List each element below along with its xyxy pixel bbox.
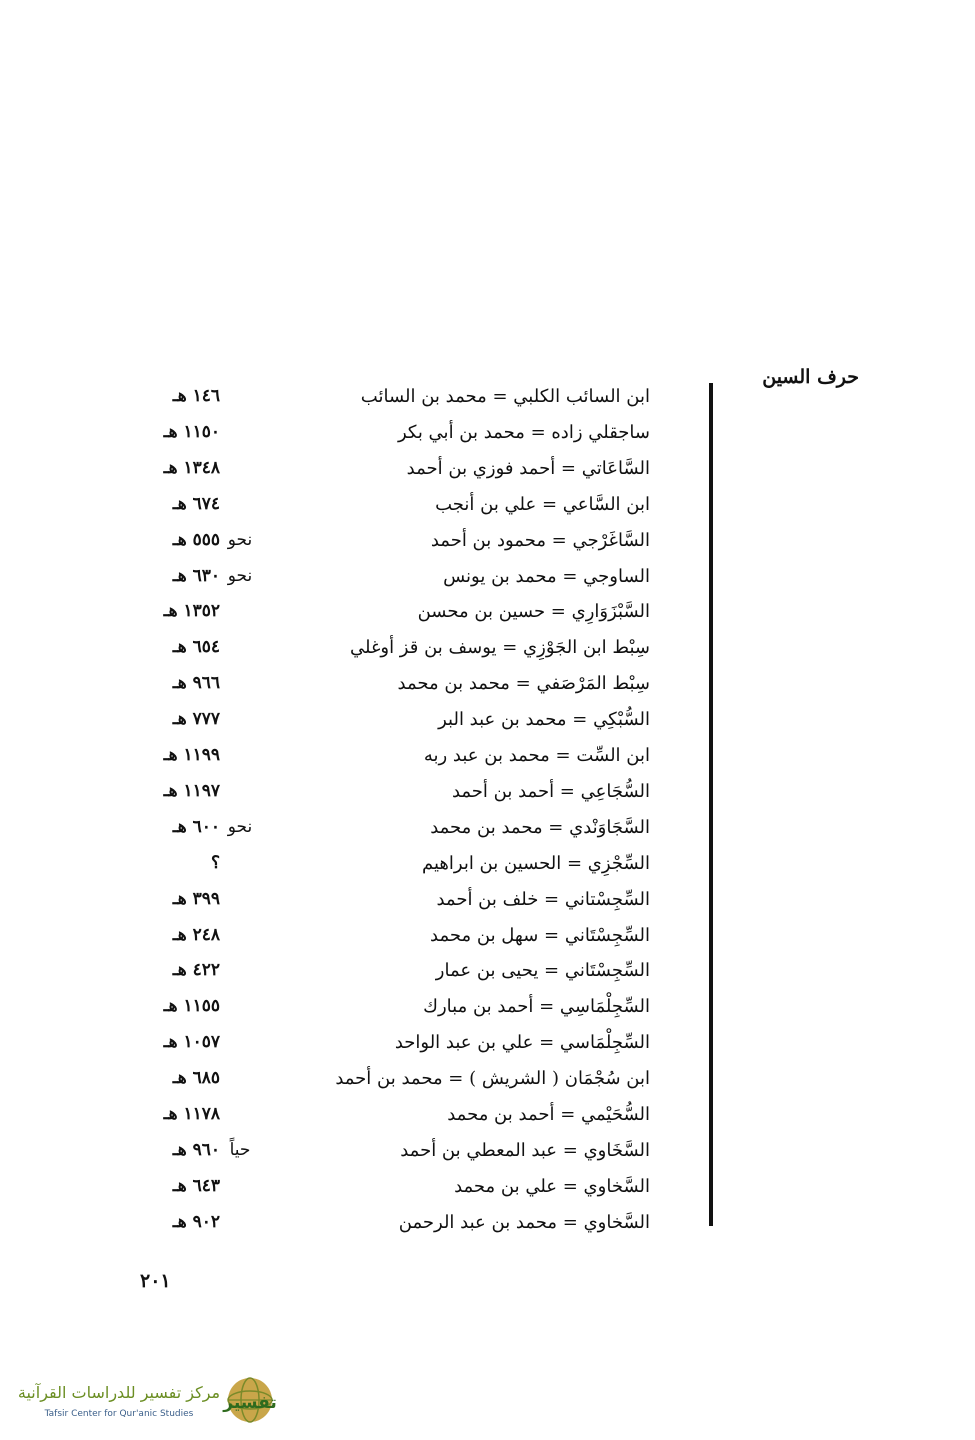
- entry-name: سِبْط ابن الجَوْزِي = يوسف بن قز أوغلي: [350, 637, 650, 659]
- entry-death-date: ٦٧٤ هـ: [172, 493, 220, 514]
- entry-name: السَّاعَاتي = أحمد فوزي بن أحمد: [406, 457, 650, 479]
- entry-name: الساوجي = محمد بن يونس: [443, 565, 650, 587]
- entry-name: السُّبْكِي = محمد بن عبد البر: [438, 709, 650, 731]
- tafsir-center-logo: [14, 1374, 289, 1426]
- section-heading: حرف السين: [762, 366, 859, 388]
- entry-death-date: ١١٥٠ هـ: [163, 421, 220, 442]
- entry-row: [130, 885, 650, 919]
- entry-row: [130, 418, 650, 452]
- entry-row: [130, 992, 650, 1026]
- entry-name: السُّحَيْمي = أحمد بن محمد: [447, 1104, 650, 1125]
- entry-row: [130, 1208, 650, 1242]
- entry-name: السَّخاوي = محمد بن عبد الرحمن: [398, 1211, 650, 1233]
- entry-death-date: ٦٠٠ هـ: [172, 816, 220, 837]
- entry-name: ابن السِّت = محمد بن عبد ربه: [423, 745, 650, 766]
- entry-row: [130, 813, 650, 847]
- entry-death-date: ١٠٥٧ هـ: [163, 1032, 220, 1053]
- entry-death-date: ١٤٦ هـ: [172, 386, 220, 406]
- entry-name: ابن السائب الكلبي = محمد بن السائب: [360, 386, 650, 407]
- entry-row: [130, 741, 650, 775]
- entry-death-date: ٩٠٢ هـ: [172, 1211, 220, 1232]
- entry-name: السَّخاوي = علي بن محمد: [454, 1175, 650, 1197]
- entry-row: [130, 777, 650, 811]
- entry-row: [130, 849, 650, 883]
- column-divider: [709, 383, 713, 1226]
- entry-name: ساجقلي زاده = محمد بن أبي بكر: [397, 421, 650, 443]
- entry-name: السَّجَاوَنْدي = محمد بن محمد: [430, 816, 650, 838]
- entry-row: [130, 1028, 650, 1062]
- logo-arabic-name: مركز تفسير للدراسات القرآنية: [17, 1383, 221, 1402]
- entry-row: [130, 669, 650, 703]
- entry-name: السِّجِلْمَاسِي = أحمد بن مبارك: [423, 996, 650, 1018]
- entry-row: [130, 921, 650, 955]
- logo-graphic: [14, 1374, 289, 1426]
- entry-row: [130, 490, 650, 524]
- entry-row: [130, 454, 650, 488]
- entry-name: سِبْط المَرْصَفي = محمد بن محمد: [397, 673, 650, 695]
- entry-date-qualifier: نحو: [227, 565, 253, 586]
- entry-death-date: ١١٧٨ هـ: [163, 1104, 220, 1124]
- entry-death-date: ١١٩٩ هـ: [163, 745, 220, 765]
- entry-death-date: ٤٢٢ هـ: [172, 960, 220, 981]
- entry-death-date: ٦٣٠ هـ: [172, 565, 220, 586]
- entry-name: السُّجَاعِي = أحمد بن أحمد: [451, 780, 650, 802]
- logo-english-name: Tafsir Center for Qur'anic Studies: [44, 1409, 194, 1419]
- entry-row: [130, 562, 650, 596]
- entry-row: [130, 1100, 650, 1134]
- logo-emblem-text: تفسير: [223, 1393, 277, 1413]
- entry-name: السِّجِسْتَاني = سهل بن محمد: [430, 924, 650, 946]
- entry-date-qualifier: حياً: [229, 1139, 251, 1160]
- entry-row: [130, 382, 650, 416]
- page-number: ٢٠١: [140, 1270, 171, 1292]
- entry-death-date: ١١٩٧ هـ: [163, 780, 220, 801]
- entry-name: السِّجْزِي = الحسين بن ابراهيم: [421, 852, 650, 874]
- entry-death-date: ٦٤٣ هـ: [172, 1175, 220, 1196]
- entry-name: السِّجِسْتَاني = يحيى بن عمار: [435, 960, 650, 982]
- entry-death-date: ٩٦٠ هـ: [172, 1139, 220, 1160]
- entry-date-qualifier: نحو: [227, 816, 253, 837]
- entry-death-date: ؟: [210, 852, 220, 873]
- entry-death-date: ٥٥٥ هـ: [172, 529, 220, 550]
- entry-row: [130, 1064, 650, 1098]
- entry-name: السَّاغَرْجي = محمود بن أحمد: [430, 529, 650, 551]
- entry-row: [130, 1172, 650, 1206]
- entry-name: السَّخَاوي = عبد المعطي بن أحمد: [400, 1139, 650, 1161]
- entry-row: [130, 705, 650, 739]
- entry-death-date: ٧٧٧ هـ: [172, 709, 220, 730]
- entry-row: [130, 1136, 650, 1170]
- entry-name: السَّبْزَوَارِي = حسين بن محسن: [417, 601, 650, 623]
- entry-death-date: ٦٨٥ هـ: [172, 1068, 220, 1089]
- entry-death-date: ٩٦٦ هـ: [172, 673, 220, 694]
- entry-name: ابن السَّاعي = علي بن أنجب: [435, 493, 650, 515]
- entry-row: [130, 526, 650, 560]
- entry-death-date: ٦٥٤ هـ: [172, 637, 220, 658]
- entry-name: السِّجِسْتاني = خلف بن أحمد: [436, 888, 650, 910]
- entry-name: السِّجِلْمَاسي = علي بن عبد الواحد: [394, 1032, 650, 1054]
- entry-row: [130, 597, 650, 631]
- entries-list: [130, 382, 650, 1242]
- entry-death-date: ١١٥٥ هـ: [163, 996, 220, 1017]
- entry-death-date: ١٣٤٨ هـ: [163, 457, 220, 478]
- entry-row: [130, 956, 650, 990]
- entry-name: ابن سُجْمَان ( الشريش ) = محمد بن أحمد: [335, 1068, 650, 1090]
- entry-death-date: ٢٤٨ هـ: [172, 924, 220, 945]
- entry-date-qualifier: نحو: [227, 529, 253, 550]
- entry-death-date: ١٣٥٢ هـ: [163, 601, 220, 622]
- entry-death-date: ٣٩٩ هـ: [172, 888, 220, 909]
- entry-row: [130, 633, 650, 667]
